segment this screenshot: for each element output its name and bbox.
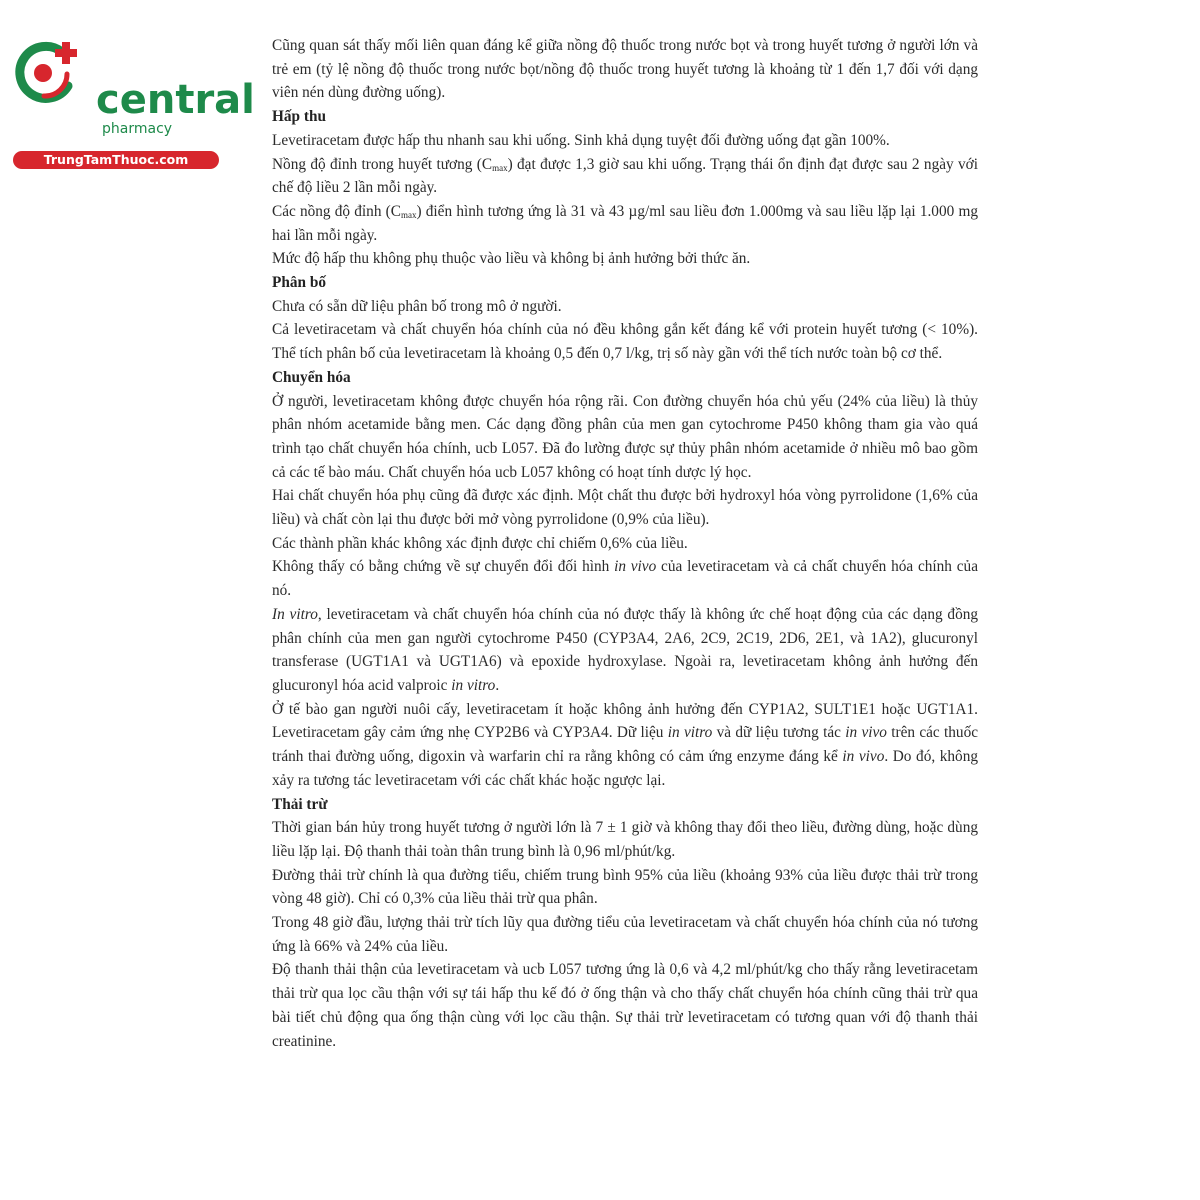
paragraph-metabolism-5: In vitro, levetiracetam và chất chuyển hóa chính của nó được thấy là không ức chế hoạt động của các dạng đồng phân chính của men gan người cytochrome P450 (CYP3A4, 2A6, 2C9, 2C19, 2D6, 2E1, và 1A2), glucuronyl transferase (UGT1A1 và UGT1A6) và epoxide hydroxylase. Ngoài ra, levetiracetam không ảnh hưởng đến glucuronyl hóa acid valproic in vitro. <box>272 605 979 694</box>
heading-metabolism: Chuyển hóa <box>272 368 351 386</box>
paragraph-elimination-3: Trong 48 giờ đầu, lượng thải trừ tích lũy qua đường tiểu của levetiracetam và chất chuyển hóa chính của nó tương ứng là 66% và 24% của liều. <box>272 914 978 955</box>
paragraph-elimination-1: Thời gian bán hủy trong huyết tương ở người lớn là 7 ± 1 giờ và không thay đổi theo liều, đường dùng, hoặc dùng liều lặp lại. Độ thanh thải toàn thân trung bình là 0,96 ml/phút/kg. <box>272 819 978 860</box>
paragraph-absorption-2: Nồng độ đỉnh trong huyết tương $(C_{max})$ đạt được 1,3 giờ sau khi uống. Trạng thái ổn định đạt được sau 2 ngày với chế độ liều 2 lần mỗi ngày. <box>272 155 979 197</box>
paragraph-distribution-2: Cả levetiracetam và chất chuyển hóa chính của nó đều không gắn kết đáng kể với protein huyết tương (< 10%). Thể tích phân bố của levetiracetam là khoảng 0,5 đến 0,7 l/kg, trị số này gần với thể tích nước toàn bộ cơ thể. <box>272 321 978 363</box>
paragraph-metabolism-1: Ở người, levetiracetam không được chuyển hóa rộng rãi. Con đường chuyển hóa chủ yếu (24% của liều) là thủy phân nhóm acetamide bằng men. Các dạng đồng phân của men gan cytochrome P450 không tham gia vào quá trình tạo chất chuyển hóa chính, ucb L057. Đã đo lường được sự thủy phân nhóm acetamide ở nhiều mô bao gồm cả các tế bào máu. Chất chuyển hóa ucb L057 không có hoạt tính dược lý học. <box>272 392 978 481</box>
document-body <box>272 34 978 1053</box>
heading-distribution: Phân bố <box>272 274 326 292</box>
heading-elimination: Thải trừ <box>272 795 328 813</box>
paragraph-elimination-2: Đường thải trừ chính là qua đường tiểu, chiếm trung bình 95% của liều (khoảng 93% của liều được thải trừ trong vòng 48 giờ). Chỉ có 0,3% của liều thải trừ qua phân. <box>272 866 978 908</box>
paragraph-metabolism-4: Không thấy có bằng chứng về sự chuyển đổi đối hình in vivo của levetiracetam và cả chất chuyển hóa chính của nó. <box>272 558 978 600</box>
brand-url-badge[interactable]: TrungTamThuoc.com <box>13 151 219 169</box>
brand-subtitle: pharmacy <box>102 121 173 137</box>
central-pharmacy-logo[interactable] <box>10 34 255 167</box>
paragraph-elimination-4: Độ thanh thải thận của levetiracetam và ucb L057 tương ứng là 0,6 và 4,2 ml/phút/kg cho thấy rằng levetiracetam thải trừ qua lọc cầu thận với sự tái hấp thu kế đó ở ống thận và cho thấy chất chuyển hóa chính cũng thải trừ qua bài tiết chủ động qua ống thận cùng với lọc cầu thận. Sự thải trừ levetiracetam có tương quan với độ thanh thải creatinine. <box>272 961 978 1050</box>
paragraph-metabolism-2: Hai chất chuyển hóa phụ cũng đã được xác định. Một chất thu được bởi hydroxyl hóa vòng pyrrolidone (1,6% của liều) và chất còn lại thu được bởi mở vòng pyrrolidone (0,9% của liều). <box>272 487 978 529</box>
paragraph-metabolism-6: Ở tế bào gan người nuôi cấy, levetiracetam ít hoặc không ảnh hưởng đến CYP1A2, SULT1E1 hoặc UGT1A1. Levetiracetam gây cảm ứng nhẹ CYP2B6 và CYP3A4. Dữ liệu in vitro và dữ liệu tương tác in vivo trên các thuốc tránh thai đường uống, digoxin và warfarin chỉ ra rằng không có cảm ứng enzyme đáng kể in vivo. Do đó, không xảy ra tương tác levetiracetam với các chất khác hoặc ngược lại. <box>272 700 979 789</box>
paragraph-absorption-1: Levetiracetam được hấp thu nhanh sau khi uống. Sinh khả dụng tuyệt đối đường uống đạt gần 100%. <box>272 131 890 149</box>
paragraph-metabolism-3: Các thành phần khác không xác định được chỉ chiếm 0,6% của liều. <box>272 534 688 552</box>
brand-name: central <box>96 77 255 123</box>
paragraph-saliva: Cũng quan sát thấy mối liên quan đáng kể giữa nồng độ thuốc trong nước bọt và trong huyết tương ở người lớn và trẻ em (tỷ lệ nồng độ thuốc trong nước bọt/nồng độ thuốc trong huyết tương là khoảng từ 1 đến 1,7 đối với dạng viên nén dùng đường uống). <box>272 37 978 102</box>
paragraph-absorption-3: Các nồng độ đỉnh $(C_{max})$ điển hình tương ứng là 31 và 43 µg/ml sau liều đơn 1.000mg và sau liều lặp lại 1.000 mg hai lần mỗi ngày. <box>272 202 978 244</box>
paragraph-absorption-4: Mức độ hấp thu không phụ thuộc vào liều và không bị ảnh hưởng bởi thức ăn. <box>272 250 751 268</box>
paragraph-distribution-1: Chưa có sẵn dữ liệu phân bố trong mô ở người. <box>272 297 562 315</box>
pharmacy-logo-icon <box>10 36 84 110</box>
heading-absorption: Hấp thu <box>272 108 326 126</box>
